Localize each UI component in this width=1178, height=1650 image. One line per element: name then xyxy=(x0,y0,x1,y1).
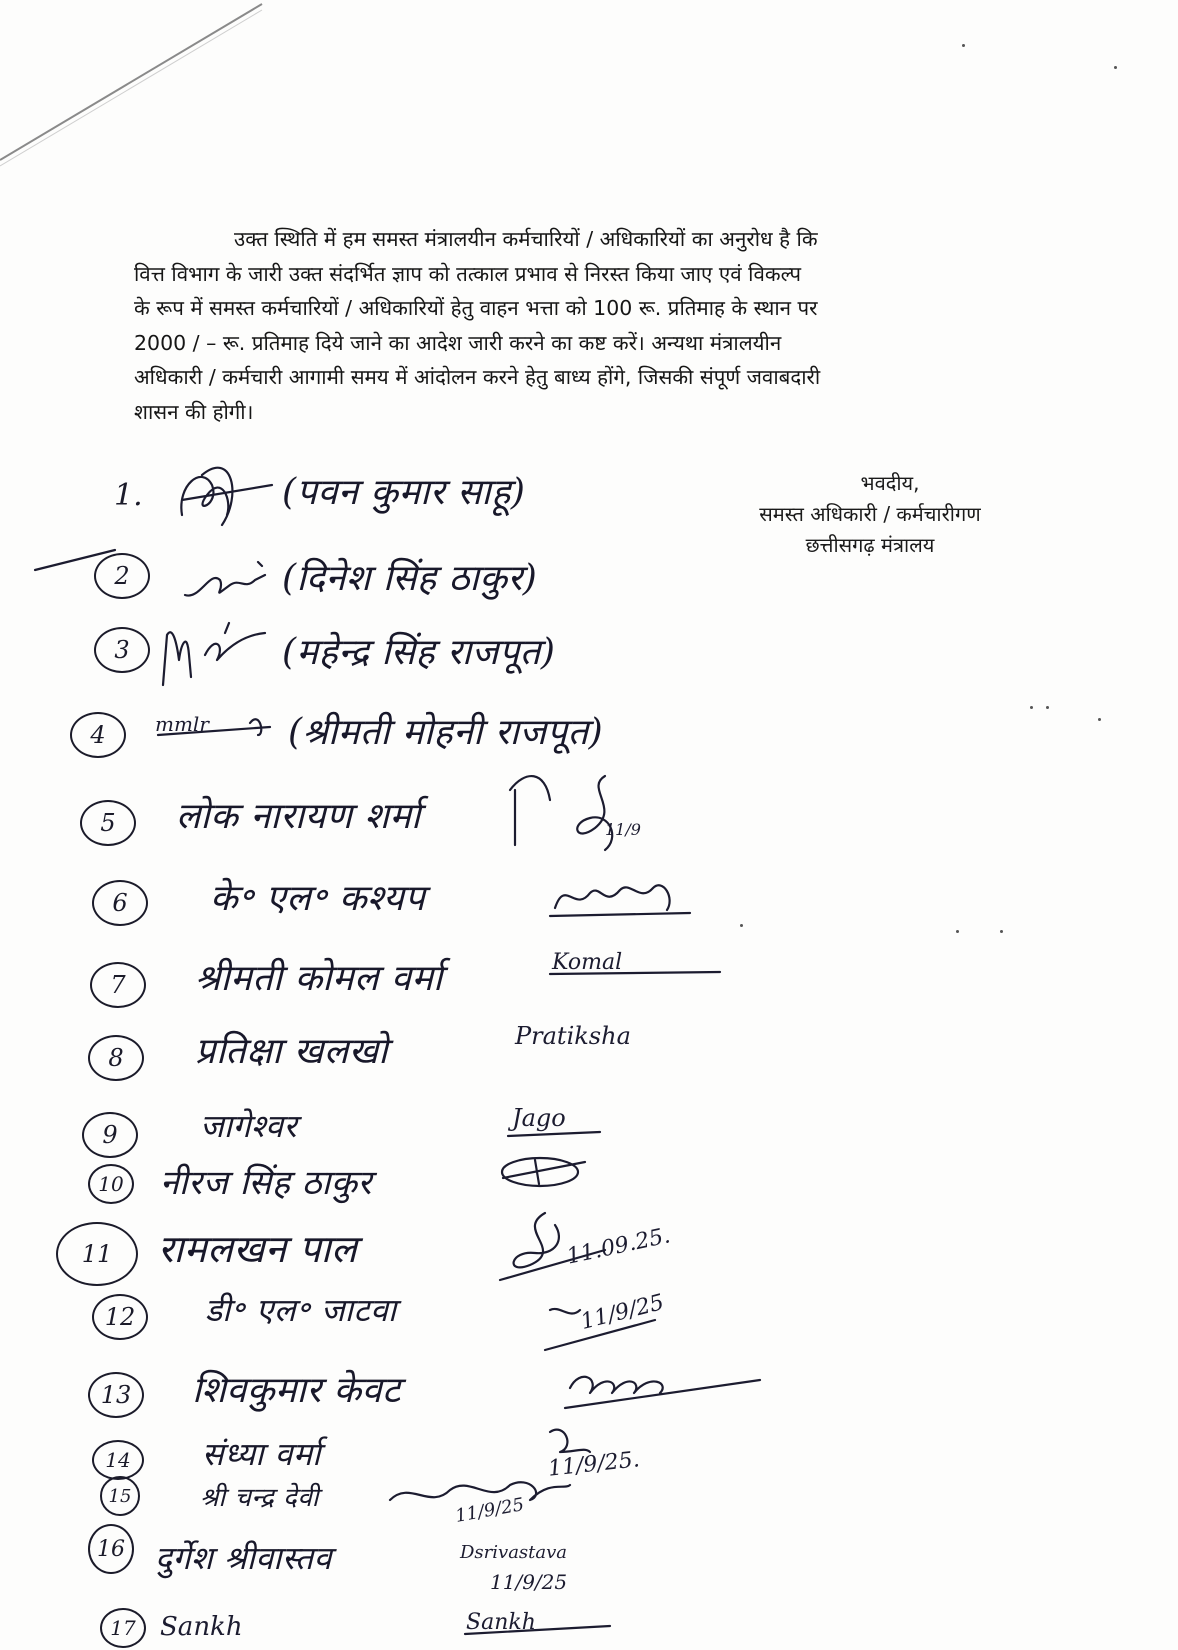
signatory-name: (श्रीमती मोहनी राजपूत) xyxy=(288,712,604,753)
signature xyxy=(172,455,282,535)
signatory-number: 6 xyxy=(92,880,148,926)
signature-text: Sankh xyxy=(466,1610,536,1635)
signature xyxy=(180,550,280,610)
paper-speck xyxy=(1098,718,1101,721)
signature-text: Pratiksha xyxy=(515,1022,631,1050)
signature-date: 11/9/25. xyxy=(546,1447,641,1482)
paper-speck xyxy=(740,924,743,927)
signatory-name: श्रीमती कोमल वर्मा xyxy=(195,958,443,999)
signature xyxy=(560,1358,770,1418)
signatory-name: जागेश्वर xyxy=(200,1107,298,1145)
signatory-name: डी॰ एल॰ जाटवा xyxy=(205,1291,397,1329)
signatory-name: (दिनेश सिंह ठाकुर) xyxy=(282,558,538,599)
signatory-number: 10 xyxy=(88,1164,134,1204)
signatory-name: रामलखन पाल xyxy=(158,1227,358,1271)
signature-stroke xyxy=(505,760,555,850)
signatory-name: नीरज सिंह ठाकुर xyxy=(160,1163,372,1203)
signatory-number: 8 xyxy=(88,1035,144,1081)
signature-underline xyxy=(545,960,725,990)
signatory-name: शिवकुमार केवट xyxy=(192,1370,401,1411)
signatory-number: 15 xyxy=(100,1476,140,1516)
signatory-number: 16 xyxy=(88,1524,134,1574)
signature-underline xyxy=(150,705,280,745)
closing-line-1: समस्त अधिकारी / कर्मचारीगण xyxy=(759,502,981,526)
signature xyxy=(495,1148,595,1198)
paragraph-line: उक्त स्थिति में हम समस्त मंत्रालयीन कर्मचारियों / अधिकारियों का अनुरोध है कि xyxy=(234,227,818,251)
closing-salutation: भवदीय, xyxy=(860,471,920,495)
signatory-number: 7 xyxy=(90,962,146,1008)
signature-underline xyxy=(460,1620,620,1640)
signature xyxy=(545,868,695,928)
signature-date: 11/9/25 xyxy=(453,1494,526,1527)
signature-date: 11.09.25. xyxy=(564,1223,673,1270)
paper-speck xyxy=(1030,706,1033,709)
signatory-number: 2 xyxy=(94,553,150,599)
signatory-name: Sankh xyxy=(160,1612,243,1642)
signatory-name: (महेन्द्र सिंह राजपूत) xyxy=(282,632,556,673)
signature xyxy=(565,768,635,858)
signature-date: 11/9/25 xyxy=(490,1570,568,1594)
signatory-number: 17 xyxy=(100,1608,146,1648)
paragraph-line: 2000 / – रू. प्रतिमाह दिये जाने का आदेश जारी करने का कष्ट करें। अन्यथा मंत्रालयीन xyxy=(134,330,782,355)
closing-line-2: छत्तीसगढ़ मंत्रालय xyxy=(805,533,935,557)
paragraph-line: के रूप में समस्त कर्मचारियों / अधिकारियों हेतु वाहन भत्ता को 100 रू. प्रतिमाह के स्थान पर xyxy=(134,296,818,320)
signatory-number: 13 xyxy=(88,1372,144,1418)
signature-date: 11/9/25 xyxy=(578,1290,667,1335)
signatory-name: प्रतिक्षा खलखो xyxy=(195,1031,389,1072)
signatory-number: 9 xyxy=(82,1112,138,1158)
signature xyxy=(155,615,275,690)
paper-speck xyxy=(1000,930,1003,933)
paper-speck xyxy=(1114,66,1117,69)
signature-text: Dsrivastava xyxy=(460,1542,568,1563)
signature-date: 11/9 xyxy=(605,820,641,839)
signatory-number: 1. xyxy=(114,478,143,513)
paragraph-line: अधिकारी / कर्मचारी आगामी समय में आंदोलन करने हेतु बाध्य होंगे, जिसकी संपूर्ण जवाबदारी xyxy=(134,365,821,389)
signatory-number: 14 xyxy=(92,1440,144,1480)
signatory-name: लोक नारायण शर्मा xyxy=(176,796,421,837)
signature-text: Komal xyxy=(552,950,623,975)
signature-underline xyxy=(500,1102,610,1142)
signatory-name: (पवन कुमार साहू) xyxy=(282,472,526,513)
signatory-number: 3 xyxy=(94,627,150,673)
signatory-number: 12 xyxy=(92,1294,148,1340)
paper-speck xyxy=(1046,706,1049,709)
signatory-name: दुर्गेश श्रीवास्तव xyxy=(155,1539,332,1577)
signatory-name: के॰ एल॰ कश्यप xyxy=(210,878,426,919)
signature-text: mmlr xyxy=(155,712,209,736)
signature-text: Jago xyxy=(512,1104,566,1132)
paragraph-line: वित्त विभाग के जारी उक्त संदर्भित ज्ञाप को तत्काल प्रभाव से निरस्त किया जाए एवं विकल्प xyxy=(134,261,802,286)
signatory-name: श्री चन्द्र देवी xyxy=(200,1483,320,1513)
signatory-number: 4 xyxy=(70,712,126,758)
signatory-name: संध्या वर्मा xyxy=(202,1435,321,1473)
signatory-number: 5 xyxy=(80,800,136,846)
paragraph-line: शासन की होगी। xyxy=(134,399,254,424)
paper-speck xyxy=(962,44,965,47)
paper-speck xyxy=(956,930,959,933)
signatory-number: 11 xyxy=(56,1222,138,1286)
